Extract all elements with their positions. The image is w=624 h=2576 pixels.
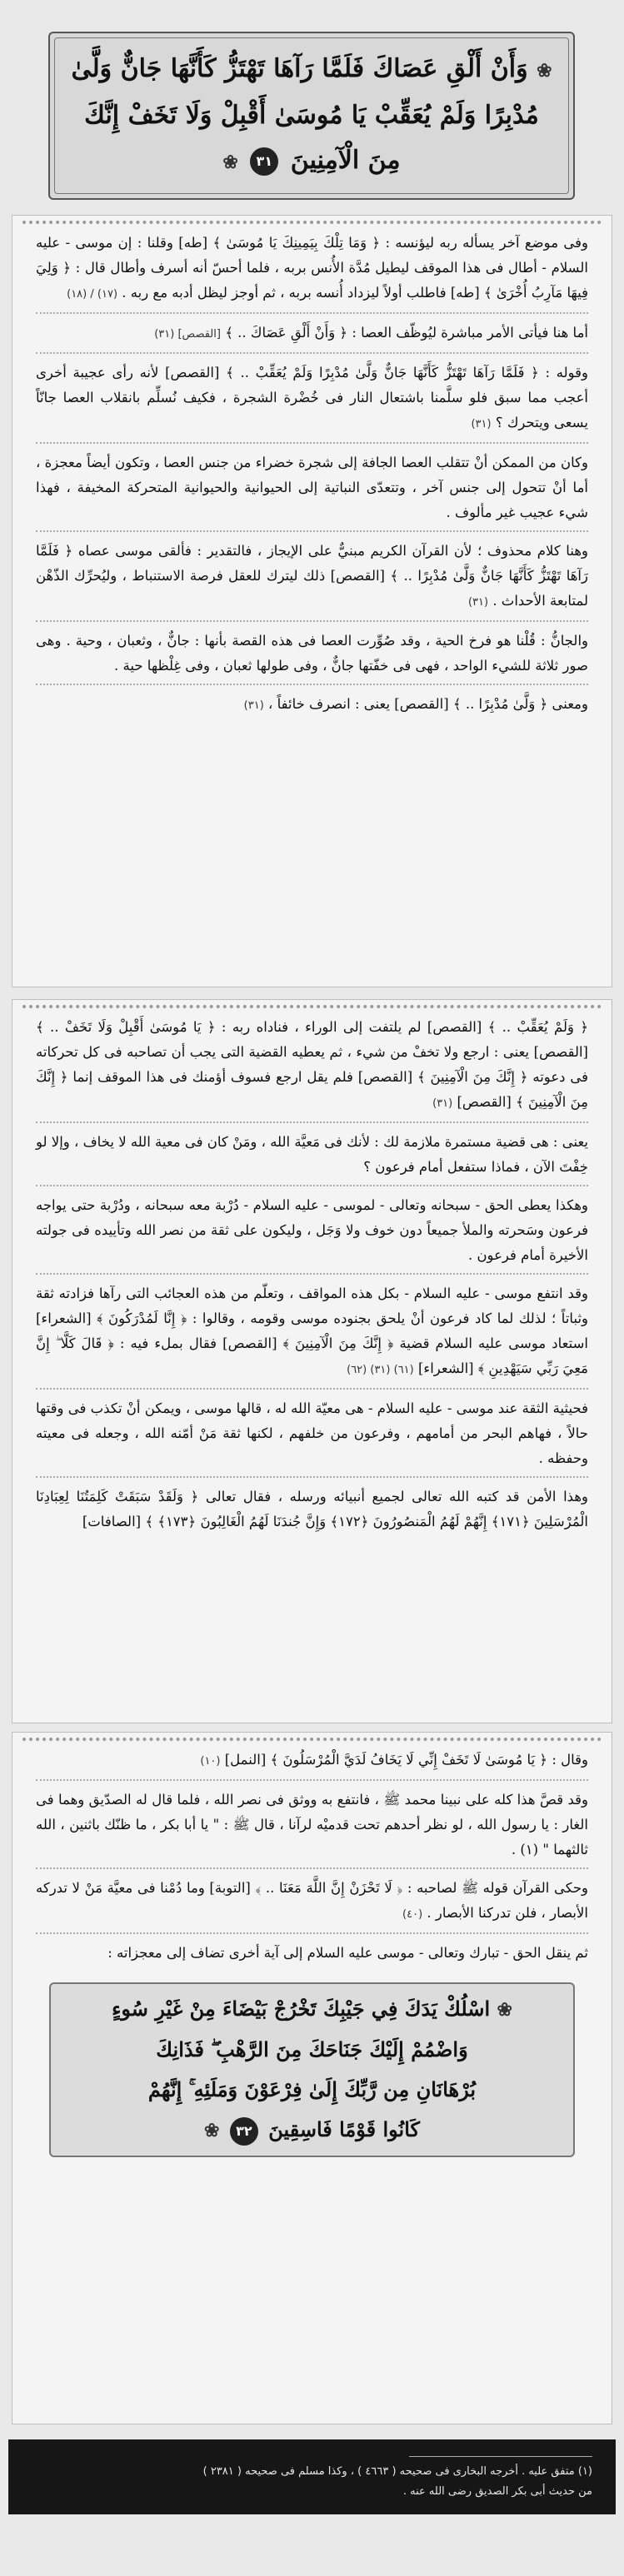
paragraph: وقد انتفع موسى - عليه السلام - بكل هذه المواقف ، وتعلّم من هذه العجائب التى رآها فزادته ثقة وثباتاً ؛ لذلك لما كاد فرعون أنْ يلحق بجنوده موسى وقومه ، وقالوا : ﴿ إِنَّا لَمُدْرَكُونَ ﴾ [الشعراء] استعاد موسى عليه السلام قضية ﴿ إِنَّكَ مِنَ الْآمِنِينَ ﴾ [القصص] فقال بملء فيه : ﴿ قَالَ كَلَّا ۖ إِنَّ مَعِيَ رَبِّي سَيَهْدِينِ ﴾ [الشعراء] (٦١) (٣١) (٦٢) xyxy=(36,1281,588,1390)
footnote xyxy=(8,2439,616,2514)
paragraph: وقد قصَّ هذا كله على نبينا محمد ﷺ ، فانتفع به ووثق فى نصر الله ، فلما قال له الصدّيق وهما فى الغار : يا رسول الله ، لو نظر أحدهم تحت قدميْه لرآنا ، قال ﷺ : " يا أبا بكر ، ما ظنّك باثنين ، الله ثالثهما " (١) . xyxy=(36,1788,588,1869)
ornament-icon: ❀ xyxy=(204,2120,220,2141)
header-ayah-line-1 xyxy=(67,47,557,93)
header-ayah-frame xyxy=(48,32,575,200)
paragraph: وهكذا يعطى الحق - سبحانه وتعالى - لموسى - عليه السلام - دُرْبة معه سبحانه ، ودُرْبة حتى يواجه فرعون وسَحرته والملأ جميعاً دون خوف ولا وَجَل ، وليكون على ثقة من نصر الله وتأييده فى جولته الأخيرة أمام فرعون . xyxy=(36,1193,588,1275)
inner-ayah-line-4: كَانُوا قَوْمًا فَاسِقِينَ ٣٢ ❀ xyxy=(62,2110,562,2151)
header-ayah-text-1: وَأَنْ أَلْقِ عَصَاكَ فَلَمَّا رَآهَا تَهْتَزُّ كَأَنَّهَا جَانٌّ وَلَّىٰ xyxy=(71,54,528,83)
paragraph: وهنا كلام محذوف ؛ لأن القرآن الكريم مبنيٌّ على الإيجاز ، فالتقدير : فألقى موسى عصاه ﴿ فَلَمَّا رَآهَا تَهْتَزُّ كَأَنَّهَا جَانٌّ وَلَّىٰ مُدْبِرًا .. ﴾ [القصص] ذلك ليترك للعقل فرصة الاستنباط ، وليُحرِّك الذّهْن لمتابعة الأحداث . (٣١) xyxy=(36,539,588,622)
ornament-icon: ❀ xyxy=(497,1999,512,2021)
paragraph: وهذا الأمن قد كتبه الله تعالى لجميع أنبيائه ورسله ، فقال تعالى ﴿ وَلَقَدْ سَبَقَتْ كَلِمَتُنَا لِعِبَادِنَا الْمُرْسَلِينَ ﴿١٧١﴾ إِنَّهُمْ لَهُمُ الْمَنصُورُونَ ﴿١٧٢﴾ وَإِنَّ جُندَنَا لَهُمُ الْغَالِبُونَ ﴿١٧٣﴾ ﴾ [الصافات] xyxy=(36,1489,588,1529)
inner-ayah-line-2: وَاضْمُمْ إِلَيْكَ جَنَاحَكَ مِنَ الرَّهْبِ ۖ فَذَانِكَ xyxy=(156,2037,468,2061)
header-ayah-line-3 xyxy=(67,138,557,185)
paragraph: وقال : ﴿ يَا مُوسَىٰ لَا تَخَفْ إِنِّي لَا يَخَافُ لَدَيَّ الْمُرْسَلُونَ ﴾ [النمل] (١٠) xyxy=(36,1748,588,1781)
paragraph: فحيثية الثقة عند موسى - عليه السلام - هى معيّة الله له ، قالها موسى ، ويمكن أنْ تكذب فى وقتها حالاً ، فهاهم البحر من أمامهم ، وفرعون من خلفهم ، لكنها ثقة مَنْ أمّنه الله ، وجعله فى معيته وحفظه . xyxy=(36,1396,588,1478)
footnote-line-1: (١) متفق عليه . أخرجه البخارى فى صحيحه ( ٤٦٦٣ ) ، وكذا مسلم فى صحيحه ( ٢٣٨١ ) xyxy=(202,2465,592,2478)
footnote-line-2: من حديث أبى بكر الصديق رضى الله عنه . xyxy=(402,2485,592,2498)
header-ayah-text-2: مُدْبِرًا وَلَمْ يُعَقِّبْ يَا مُوسَىٰ أَقْبِلْ وَلَا تَخَفْ إِنَّكَ xyxy=(84,101,539,130)
paragraph: يعنى : هى قضية مستمرة ملازمة لك : لأنك فى مَعيَّة الله ، ومَنْ كان فى معية الله لا يخاف ، وإلا لو خِفْتَ الآن ، فماذا ستفعل أمام فرعون ؟ xyxy=(36,1130,588,1186)
paragraph: ومعنى ﴿ وَلَّىٰ مُدْبِرًا .. ﴾ [القصص] يعنى : انصرف خائفاً ، (٣١) xyxy=(243,696,588,712)
header-ayah-line-2 xyxy=(67,93,557,138)
ornament-icon: ❀ xyxy=(222,152,238,173)
inner-ayah-frame xyxy=(49,1982,575,2157)
paragraph: والجانُّ : قُلْنا هو فرخ الحية ، وقد صُوِّرت العصا فى هذه القصة بأنها : جانٌّ ، وثعبان ، وحية . وهى صور ثلاثة للشيء الواحد ، فهى فى خفّتها جانٌّ ، وفى طولها ثعبان ، وفى غِلْظها حية . xyxy=(36,629,588,685)
paragraph: ثم ينقل الحق - تبارك وتعالى - موسى عليه السلام إلى آية أخرى تضاف إلى معجزاته : xyxy=(107,1945,588,1961)
commentary-section-1 xyxy=(12,215,612,987)
paragraph: ﴿ وَلَمْ يُعَقِّبْ .. ﴾ [القصص] لم يلتفت إلى الوراء ، فناداه ربه : ﴿ يَا مُوسَىٰ أَقْبِلْ وَلَا تَخَفْ .. ﴾ [القصص] يعنى : ارجع ولا تخفْ من شيء ، ثم يعطيه القضية التى يجب أن تصاحبه فى كل تحركاته فى دعوته ﴿ إِنَّكَ مِنَ الْآمِنِينَ ﴾ [القصص] فلم يقل ارجع فسوف أؤمنك فى هذا الموقف إنما ﴿ إِنَّكَ مِنَ الْآمِنِينَ ﴾ [القصص] (٣١) xyxy=(36,1015,588,1123)
header-ayah-text-3: مِنَ الْآمِنِينَ xyxy=(290,146,401,175)
commentary-section-2 xyxy=(12,999,612,1723)
paragraph: وحكى القرآن قوله ﷺ لصاحبه : ﴿ لَا تَحْزَنْ إِنَّ اللَّهَ مَعَنَا .. ﴾ [التوبة] وما دُمْنا فى معيَّة مَنْ لا تدركه الأبصار ، فلن تدركنا الأبصار . (٤٠) xyxy=(36,1876,588,1934)
ayah-number-badge: ٣١ xyxy=(250,147,278,176)
paragraph: وقوله : ﴿ فَلَمَّا رَآهَا تَهْتَزُّ كَأَنَّهَا جَانٌّ وَلَّىٰ مُدْبِرًا وَلَمْ يُعَقِّبْ .. ﴾ [القصص] لأنه رأى عجيبة أخرى أعجب مما سبق فلو سلَّمنا باشتعال النار فى خُضْرة الشجرة ، فكيف نُسلِّم بانقلاب العصا جانّاً يسعى ويتحرك ؟ (٣١) xyxy=(36,361,588,444)
commentary-section-3 xyxy=(12,1732,612,2424)
footnote-rule xyxy=(409,2456,592,2457)
inner-ayah-line-1: ❀ اسْلُكْ يَدَكَ فِي جَيْبِكَ تَخْرُجْ بَيْضَاءَ مِنْ غَيْرِ سُوءٍ xyxy=(112,1997,512,2021)
ornament-icon: ❀ xyxy=(537,60,552,82)
inner-ayah-line-3: بُرْهَانَانِ مِن رَّبِّكَ إِلَىٰ فِرْعَوْنَ وَمَلَئِهِ ۚ إِنَّهُمْ xyxy=(147,2077,477,2101)
paragraph: أما هنا فيأتى الأمر مباشرة ليُوظّف العصا : ﴿ وَأَنْ أَلْقِ عَصَاكَ .. ﴾ [القصص] (٣١) xyxy=(36,321,588,354)
paragraph: وفى موضع آخر يسأله ربه ليؤنسه : ﴿ وَمَا تِلْكَ بِيَمِينِكَ يَا مُوسَىٰ ﴾ [طه] وقلنا : إن موسى - عليه السلام - أطال فى هذا الموقف ليطيل مُدَّة الأُنس بربه ، فلما أحسّ أنه أسرف وأطال قال : ﴿ وَلِيَ فِيهَا مَآرِبُ أُخْرَىٰ ﴾ [طه] فاطلب أولاً ليزداد أُنسه بربه ، ثم أوجز ليظل أدبه مع ربه . (١٧) / (١٨) xyxy=(36,231,588,314)
paragraph: وكان من الممكن أنْ تتقلب العصا الجافة إلى شجرة خضراء من جنس العصا ، وتكون أيضاً معجزة ، أما أنْ تتحول إلى جنس آخر ، وتتعدّى النباتية إلى الحيوانية والحيوانية المتحركة المخيفة ، فهذا شيء عجيب غير مألوف . xyxy=(36,450,588,532)
ayah-number-badge: ٣٢ xyxy=(230,2117,258,2146)
